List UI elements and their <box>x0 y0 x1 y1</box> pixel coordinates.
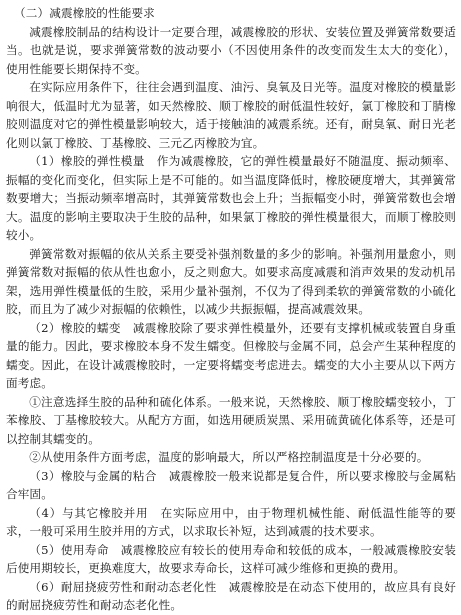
paragraph-creep-temperature: ②从使用条件方面考虑，温度的影响最大，所以严格控制温度是十分必要的。 <box>29 450 429 464</box>
paragraph-metal-bonding: （3）橡胶与金属的粘合 减震橡胶一般来说都是复合件，所以要求橡胶与金属粘合牢固。 <box>6 468 456 501</box>
section-heading: （二）减震橡胶的性能要求 <box>14 6 155 20</box>
paragraph-application-conditions: 在实际应用条件下，往往会遇到温度、油污、臭氧及日光等。温度对橡胶的模量影响很大，低温时尤为显著，如天然橡胶、顺丁橡胶的耐低温性较好，氯丁橡胶和丁腈橡胶则温度对它的弹性模量影响较大，适于接触油的减震系统。还有，耐臭氧、耐日光老化则以氯丁橡胶、丁基橡胶、三元乙丙橡胶为宜。 <box>6 80 456 150</box>
paragraph-fatigue-resistance: （6）耐屈挠疲劳性和耐动态老化性 减震橡胶是在动态下使用的，故应具有良好的耐屈挠疲劳性和耐动态老化性。 <box>6 579 456 612</box>
paragraph-service-life: （5）使用寿命 减震橡胶应有较长的使用寿命和较低的成本，一般减震橡胶安装后使用期较长，更换难度大，故要求寿命长，这样可减少维修和更换的费用。 <box>6 542 456 575</box>
paragraph-structure-design: 减震橡胶制品的结构设计一定要合理，减震橡胶的形状、安装位置及弹簧常数要适当。也就是说，要求弹簧常数的波动要小（不因使用条件的改变而发生太大的变化），使用性能要长期保持不变。 <box>6 24 456 76</box>
paragraph-creep: （2）橡胶的蠕变 减震橡胶除了要求弹性模量外，还要有支撑机械或装置自身重量的能力。因此，要求橡胶本身不发生蠕变。但橡胶与金属不同，总会产生某种程度的蠕变。因此，在设计减震橡胶时，一定要将蠕变考虑进去。蠕变的大小主要从以下两方面考虑。 <box>6 320 456 390</box>
paragraph-rubber-blending: （4）与其它橡胶并用 在实际应用中，由于物理机械性能、耐低温性能等的要求，一般可采用生胶并用的方式，以求取长补短，达到减震的技术要求。 <box>6 505 456 538</box>
paragraph-creep-rubber-selection: ①注意选择生胶的品种和硫化体系。一般来说，天然橡胶、顺丁橡胶蠕变较小，丁苯橡胶、丁基橡胶较大。从配方方面，如选用硬质炭黑、采用硫黄硫化体系等，还是可以控制其蠕变的。 <box>6 394 456 446</box>
paragraph-elastic-modulus: （1）橡胶的弹性模量 作为减震橡胶，它的弹性模量最好不随温度、振动频率、振幅的变化而变化，但实际上是不可能的。如当温度降低时，橡胶硬度增大，其弹簧常数要增大；当振动频率增高时，其弹簧常数也会上升；当振幅变小时，弹簧常数也会增大。温度的影响主要取决于生胶的品种，如果氯丁橡胶的弹性模量很大，而顺丁橡胶则较小。 <box>6 154 456 242</box>
paragraph-spring-constant-amplitude: 弹簧常数对振幅的依从关系主要受补强剂数量的多少的影响。补强剂用量愈小，则弹簧常数对振幅的依从性也愈小，反之则愈大。如要求高度减震和消声效果的发动机吊架，选用弹性模量低的生胶，采用少量补强剂，不仅为了得到柔软的弹簧常数的小硫化胶，而且为了减少对振幅的依赖性，以减少共振振幅，提高减震效果。 <box>6 246 456 316</box>
